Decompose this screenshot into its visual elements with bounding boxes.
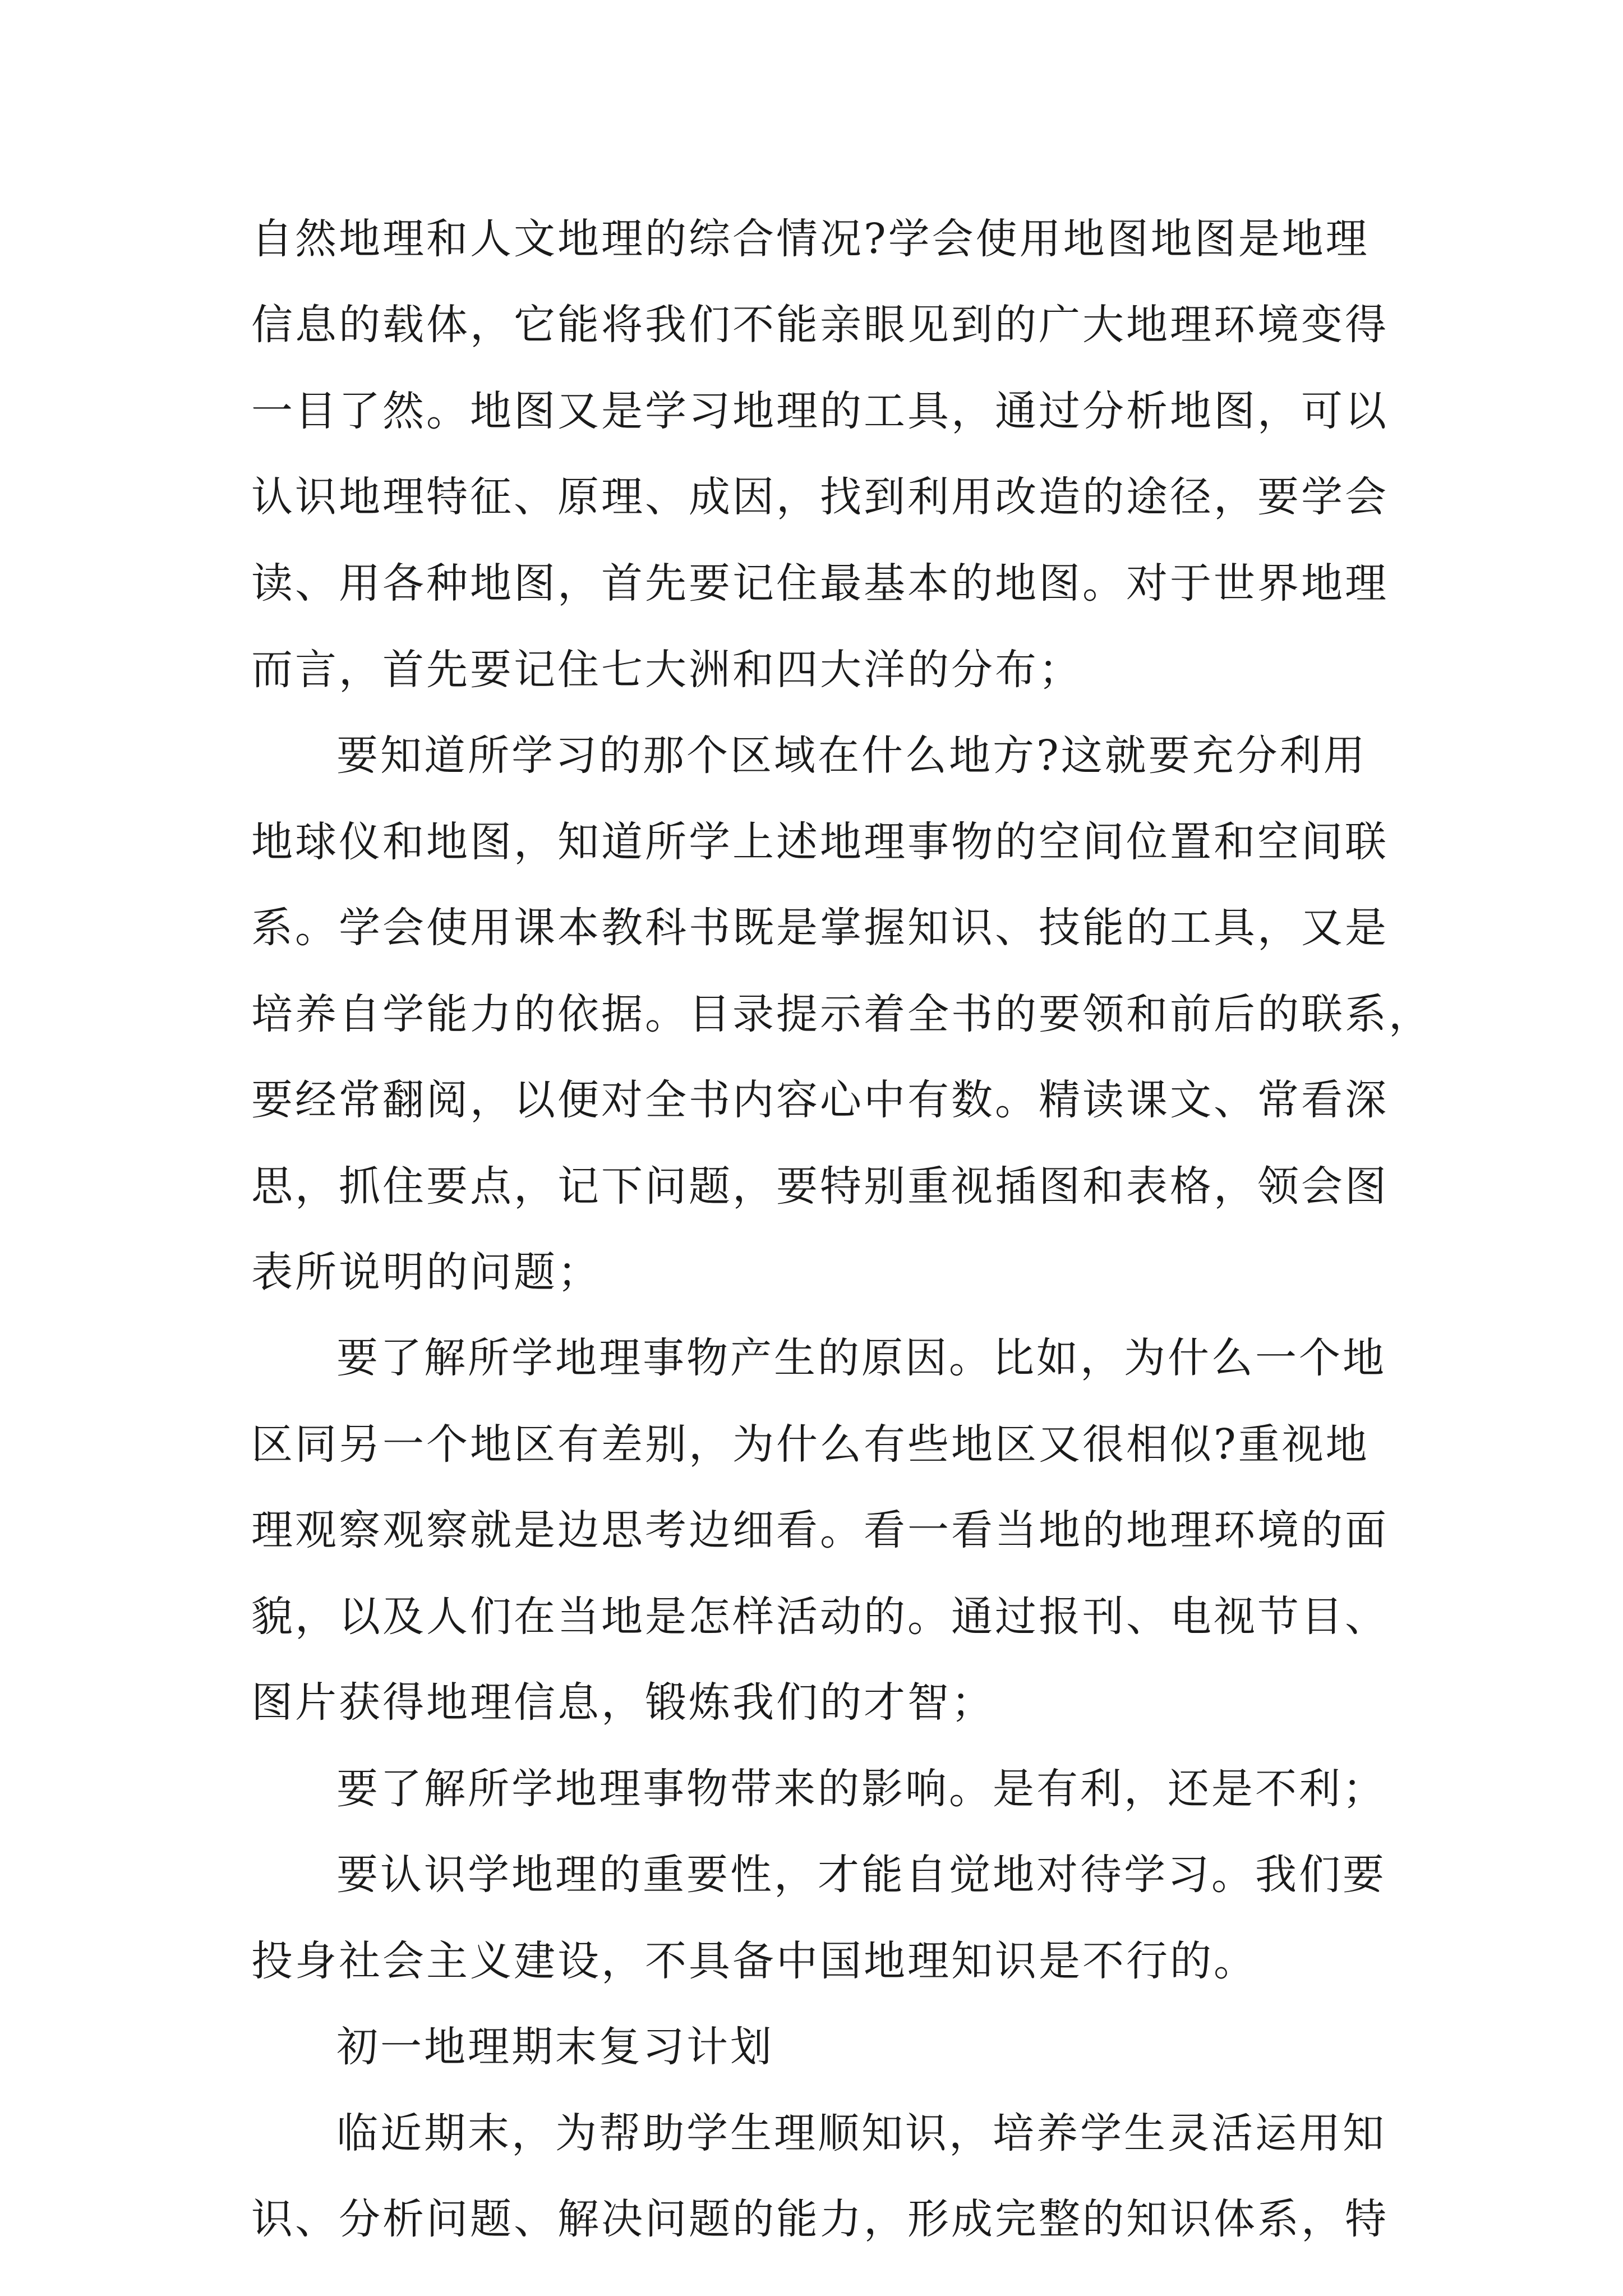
paragraph-first-line: 要认识学地理的重要性，才能自觉地对待学习。我们要 [336,1851,1386,1899]
text-line: 自然地理和人文地理的综合情况?学会使用地图地图是地理 [251,215,1370,263]
paragraph-first-line: 临近期末，为帮助学生理顺知识，培养学生灵活运用知 [336,2109,1386,2157]
text-line: 貌，以及人们在当地是怎样活动的。通过报刊、电视节目、 [251,1593,1389,1641]
text-line: 信息的载体，它能将我们不能亲眼见到的广大地理环境变得 [251,301,1389,349]
text-line: 区同另一个地区有差别，为什么有些地区又很相似?重视地 [251,1420,1370,1469]
text-line: 系。学会使用课本教科书既是掌握知识、技能的工具，又是 [251,904,1389,952]
paragraph-first-line: 要了解所学地理事物产生的原因。比如，为什么一个地 [336,1334,1386,1382]
section-heading: 初一地理期末复习计划 [336,2023,774,2071]
paragraph-first-line: 要了解所学地理事物带来的影响。是有利，还是不利； [336,1765,1386,1813]
text-line: 理观察观察就是边思考边细看。看一看当地的地理环境的面 [251,1506,1389,1554]
paragraph-first-line: 要知道所学习的那个区域在什么地方?这就要充分利用 [336,731,1367,780]
text-line: 认识地理特征、原理、成因，找到利用改造的途径，要学会 [251,473,1389,521]
text-line: 要经常翻阅，以便对全书内容心中有数。精读课文、常看深 [251,1076,1389,1124]
text-line: 培养自学能力的依据。目录提示着全书的要领和前后的联系， [251,990,1432,1038]
text-line: 读、用各种地图，首先要记住最基本的地图。对于世界地理 [251,559,1389,608]
text-line: 思，抓住要点，记下问题，要特别重视插图和表格，领会图 [251,1162,1389,1211]
text-line: 地球仪和地图，知道所学上述地理事物的空间位置和空间联 [251,818,1389,866]
text-line: 图片获得地理信息，锻炼我们的才智； [251,1678,995,1727]
text-line: 识、分析问题、解决问题的能力，形成完整的知识体系，特 [251,2195,1389,2243]
text-line: 而言，首先要记住七大洲和四大洋的分布； [251,646,1082,694]
text-line: 一目了然。地图又是学习地理的工具，通过分析地图，可以 [251,387,1389,435]
text-line: 表所说明的问题； [251,1248,601,1296]
text-line: 投身社会主义建设，不具备中国地理知识是不行的。 [251,1937,1257,1985]
